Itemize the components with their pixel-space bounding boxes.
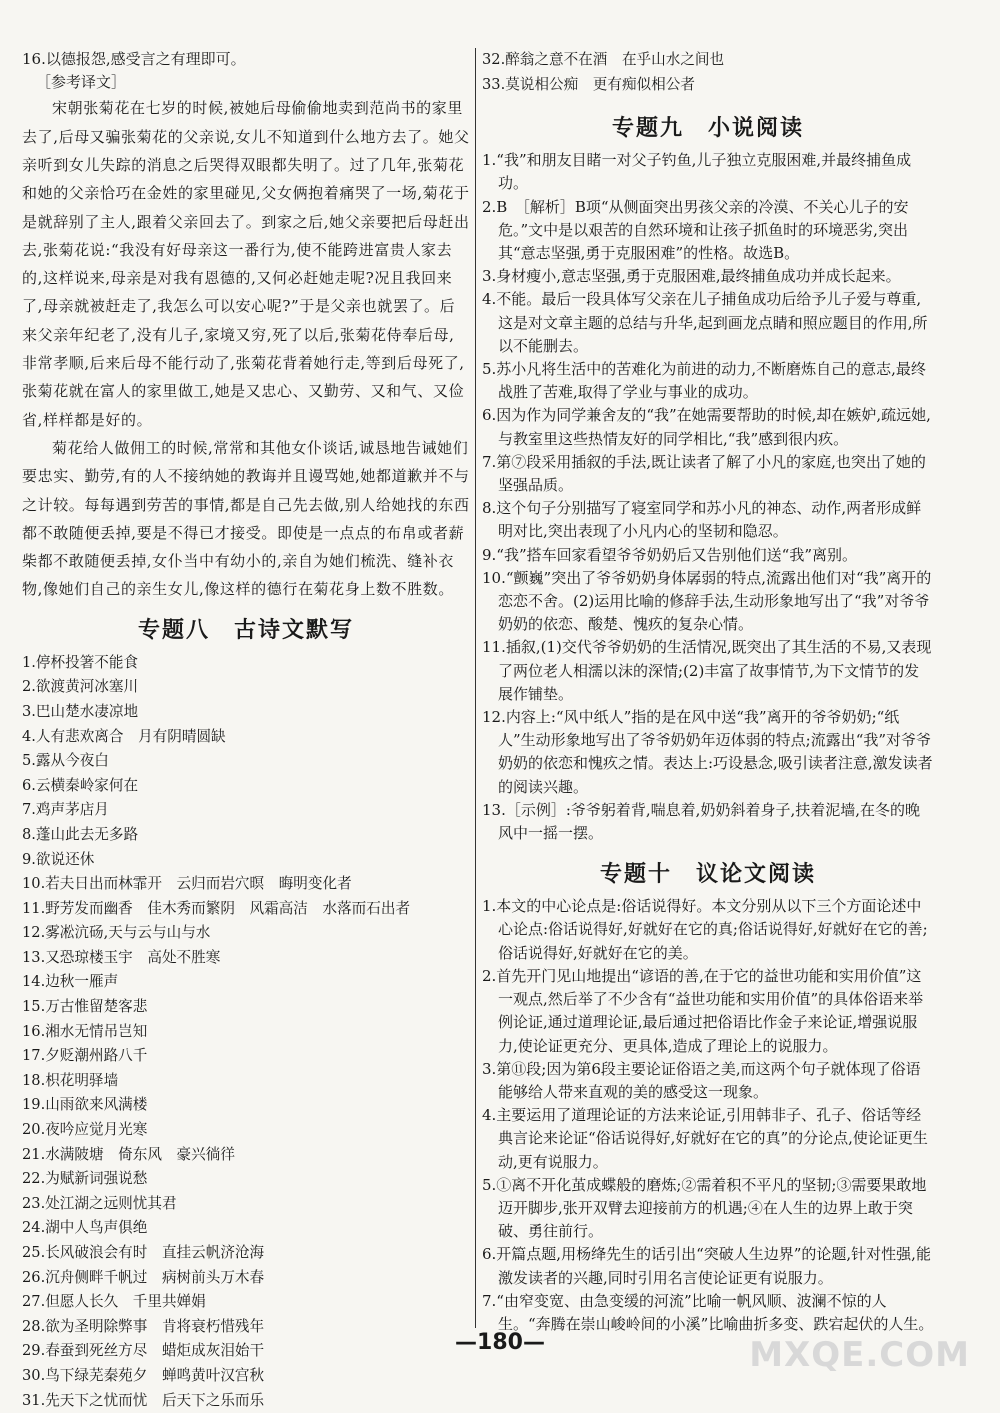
reference-translation-label: ［参考译文］ <box>36 73 127 92</box>
answer-item: 5.①离不开化茧成蝶般的磨炼;②需着积不平凡的坚韧;③需要果敢地迈开脚步,张开双臂去迎接前方的机遇;④在人生的边界上敢于突破、勇往前行。 <box>482 1175 927 1241</box>
answer-item: 3.第⑪段;因为第6段主要论证俗语之美,而这两个句子就体现了俗语能够给人带来直观的美的感受这一现象。 <box>482 1059 921 1101</box>
answer-item: 9.“我”搭车回家看望爷爷奶奶后又告别他们送“我”离别。 <box>482 545 857 564</box>
poem-answer-item: 15.万古惟留楚客悲 <box>22 998 148 1016</box>
translation-paragraph-2: 菊花给人做佣工的时候,常常和其他女仆谈话,诚恳地告诫她们要忠实、勤劳,有的人不接纳她的教诲并且谩骂她,她都道歉并不与之计较。每每遇到劳苦的事情,都是自己先去做,别人给她找的东西都不敢随便丢掉,要是不得已才接受。即使是一点点的布帛或者薪柴都不敢随便丢掉,女仆当中有幼小的,亲自为她们梳洗、缝补衣物,像她们自己的亲生女儿,像这样的德行在菊花身上数不胜数。 <box>22 438 470 599</box>
section-10-title: 专题十 议论文阅读 <box>599 862 816 888</box>
answer-item: 1.本文的中心论点是:俗话说得好。本文分别从以下三个方面论述中心论点:俗话说得好,好就好在它的真;俗话说得好,好就好在它的善;俗话说得好,好就好在它的美。 <box>482 897 928 962</box>
answer-item: 1.“我”和朋友目睹一对父子钓鱼,儿子独立克服困难,并最终捕鱼成功。 <box>482 151 912 193</box>
column-divider <box>475 48 476 1328</box>
poem-answer-item: 31.先天下之忧而忧 后天下之乐而乐 <box>22 1391 265 1409</box>
answer-item: 3.身材瘦小,意志坚强,勇于克服困难,最终捕鱼成功并成长起来。 <box>482 267 901 286</box>
answer-item: 5.苏小凡将生活中的苦难化为前进的动力,不断磨炼自己的意志,最终战胜了苦难,取得了学业与事业的成功。 <box>482 360 926 402</box>
poem-answer-item: 27.但愿人长久 千里共婵娟 <box>22 1293 206 1311</box>
answer-item: 7.“由窄变宽、由急变缓的河流”比喻一帆风顺、波澜不惊的人生。“奔腾在崇山峻岭间的小溪”比喻曲折多变、跌宕起伏的人生。 <box>482 1291 934 1333</box>
answer-item: 2.首先开门见山地提出“谚语的善,在于它的益世功能和实用价值”这一观点,然后举了不少含有“益世功能和实用价值”的具体俗语来举例论证,通过道理论证,最后通过把俗语比作金子来论证,增强说服力,使论证更充分、更具体,造成了理论上的说服力。 <box>482 966 924 1055</box>
poem-answer-item: 5.露从今夜白 <box>22 752 109 770</box>
poem-answer-item: 8.蓬山此去无多路 <box>22 825 139 843</box>
poem-answer-item: 7.鸡声茅店月 <box>22 801 109 819</box>
answer-item: 4.不能。最后一段具体写父亲在儿子捕鱼成功后给予儿子爱与尊重,这是对文章主题的总结与升华,起到画龙点睛和照应题目的作用,所以不能删去。 <box>482 290 928 355</box>
poem-answer-item: 3.巴山楚水凄凉地 <box>22 702 139 720</box>
poem-answer-item: 28.欲为圣明除弊事 肯将衰朽惜残年 <box>22 1317 265 1335</box>
section-10-answers <box>482 895 934 1336</box>
answer-item: 4.主要运用了道理论证的方法来论证,引用韩非子、孔子、俗话等经典言论来论证“俗话说得好,好就好在它的真”的分论点,使论证更生动,更有说服力。 <box>482 1106 928 1171</box>
poem-answer-item: 32.醉翁之意不在酒 在乎山水之间也 <box>482 51 725 68</box>
poem-answer-item: 14.边秋一雁声 <box>22 973 119 991</box>
right-column <box>482 48 934 1336</box>
poem-answer-item: 18.枳花明驿墙 <box>22 1071 119 1089</box>
answer-item: 12.内容上:“风中纸人”指的是在风中送“我”离开的爷爷奶奶;“纸人”生动形象地写出了爷爷奶奶年迈体弱的特点;流露出“我”对爷爷奶奶的依恋和愧疚之情。表达上:巧设悬念,吸引读者注意,激发读者的阅读兴趣。 <box>482 708 933 796</box>
answer-item: 11.插叙,(1)交代爷爷奶奶的生活情况,既突出了其生活的不易,又表现了两位老人相濡以沫的深情;(2)丰富了故事情节,为下文情节的发展作铺垫。 <box>482 638 932 703</box>
poem-answer-item: 26.沉舟侧畔千帆过 病树前头万木春 <box>22 1268 265 1286</box>
poem-answer-item: 23.处江湖之远则忧其君 <box>22 1194 177 1212</box>
poem-answer-item: 2.欲渡黄河冰塞川 <box>22 678 139 696</box>
answer-item: 13.［示例］:爷爷躬着背,喘息着,奶奶斜着身子,扶着泥墙,在冬的晚风中一摇一摆。 <box>482 800 920 843</box>
left-column <box>22 48 470 1413</box>
section-8-title: 专题八 古诗文默写 <box>137 617 354 643</box>
poem-answer-item: 25.长风破浪会有时 直挂云帆济沧海 <box>22 1244 265 1261</box>
answer-item: 6.开篇点题,用杨绛先生的话引出“突破人生边界”的论题,针对性强,能激发读者的兴趣,同时引用名言使论证更有说服力。 <box>482 1245 931 1287</box>
page-number: —180— <box>455 1330 545 1355</box>
poem-answer-item: 24.湖中人鸟声俱绝 <box>22 1219 148 1237</box>
poem-answer-item: 17.夕贬潮州路八千 <box>22 1047 148 1065</box>
poem-answer-list-continued <box>482 48 934 97</box>
poem-answer-item: 4.人有悲欢离合 月有阴晴圆缺 <box>22 727 226 745</box>
poem-answer-item: 33.莫说相公痴 更有痴似相公者 <box>482 75 695 93</box>
poem-answer-item: 13.又恐琼楼玉宇 高处不胜寒 <box>22 948 221 966</box>
answer-item: 2.B ［解析］B项“从侧面突出男孩父亲的冷漠、不关心儿子的安危。”文中是以艰苦的自然环境和让孩子抓鱼时的环境恶劣,突出其“意志坚强,勇于克服困难”的性格。故选B。 <box>482 197 909 262</box>
answer-item: 6.因为作为同学兼舍友的“我”在她需要帮助的时候,却在嫉妒,疏远她,与教室里这些热情友好的同学相比,“我”感到很内疚。 <box>482 406 931 448</box>
poem-answer-item: 6.云横秦岭家何在 <box>22 776 139 794</box>
poem-answer-list <box>22 651 470 1413</box>
poem-answer-item: 16.湘水无情吊岂知 <box>22 1022 148 1040</box>
answer-item: 7.第⑦段采用插叙的手法,既让读者了解了小凡的家庭,也突出了她的坚强品质。 <box>482 452 926 495</box>
poem-answer-item: 1.停杯投箸不能食 <box>22 653 139 671</box>
translation-paragraph-1: 宋朝张菊花在七岁的时候,被她后母偷偷地卖到范尚书的家里去了,后母又骗张菊花的父亲说,女儿不知道到什么地方去了。她父亲听到女儿失踪的消息之后哭得双眼都失明了。过了几年,张菊花和她的父亲恰巧在金姓的家里碰见,父女俩抱着痛哭了一场,菊花于是就辞别了主人,跟着父亲回去了。到家之后,她父亲要把后母赶出去,张菊花说:“我没有好母亲这一番行为,使不能跨进富贵人家去的,这样说来,母亲是对我有恩德的,又何必赶她走呢?况且我回来了,母亲就被赶走了,我怎么可以安心呢?”于是父亲也就罢了。后来父亲年纪老了,没有儿子,家境又穷,死了以后,张菊花侍奉后母,非常孝顺,后来后母不能行动了,张菊花背着她行走,等到后母死了,张菊花就在富人的家里做工,她是又忠心、又勤劳、又和气、又俭省,样样都是好的。 <box>22 99 470 429</box>
section-9-title: 专题九 小说阅读 <box>611 116 804 142</box>
answer-item: 10.“颤巍”突出了爷爷奶奶身体孱弱的特点,流露出他们对“我”离开的恋恋不舍。(2)运用比喻的修辞手法,生动形象地写出了“我”对爷爷奶奶的依恋、酸楚、愧疚的复杂心情。 <box>482 568 932 634</box>
section-9-answers <box>482 149 934 845</box>
answer-item-16: 16.以德报怨,感受言之有理即可。 <box>22 50 246 68</box>
poem-answer-item: 22.为赋新词强说愁 <box>22 1170 148 1188</box>
poem-answer-item: 10.若夫日出而林霏开 云归而岩穴暝 晦明变化者 <box>22 875 352 893</box>
poem-answer-item: 21.水满陂塘 倚东风 豪兴徜徉 <box>22 1145 235 1163</box>
watermark-logo: MXQE.COM <box>749 1335 970 1375</box>
answer-item: 8.这个句子分别描写了寝室同学和苏小凡的神态、动作,两者形成鲜明对比,突出表现了小凡内心的坚韧和隐忍。 <box>482 499 922 541</box>
poem-answer-item: 9.欲说还休 <box>22 850 95 868</box>
poem-answer-item: 19.山雨欲来风满楼 <box>22 1096 148 1114</box>
poem-answer-item: 30.鸟下绿芜秦苑夕 蝉鸣黄叶汉宫秋 <box>22 1366 265 1384</box>
poem-answer-item: 29.春蚕到死丝方尽 蜡炬成灰泪始干 <box>22 1342 265 1360</box>
poem-answer-item: 20.夜吟应觉月光寒 <box>22 1121 148 1139</box>
poem-answer-item: 11.野芳发而幽香 佳木秀而繁阴 风霜高洁 水落而石出者 <box>22 899 411 917</box>
poem-answer-item: 12.雾凇沆砀,天与云与山与水 <box>22 924 211 942</box>
